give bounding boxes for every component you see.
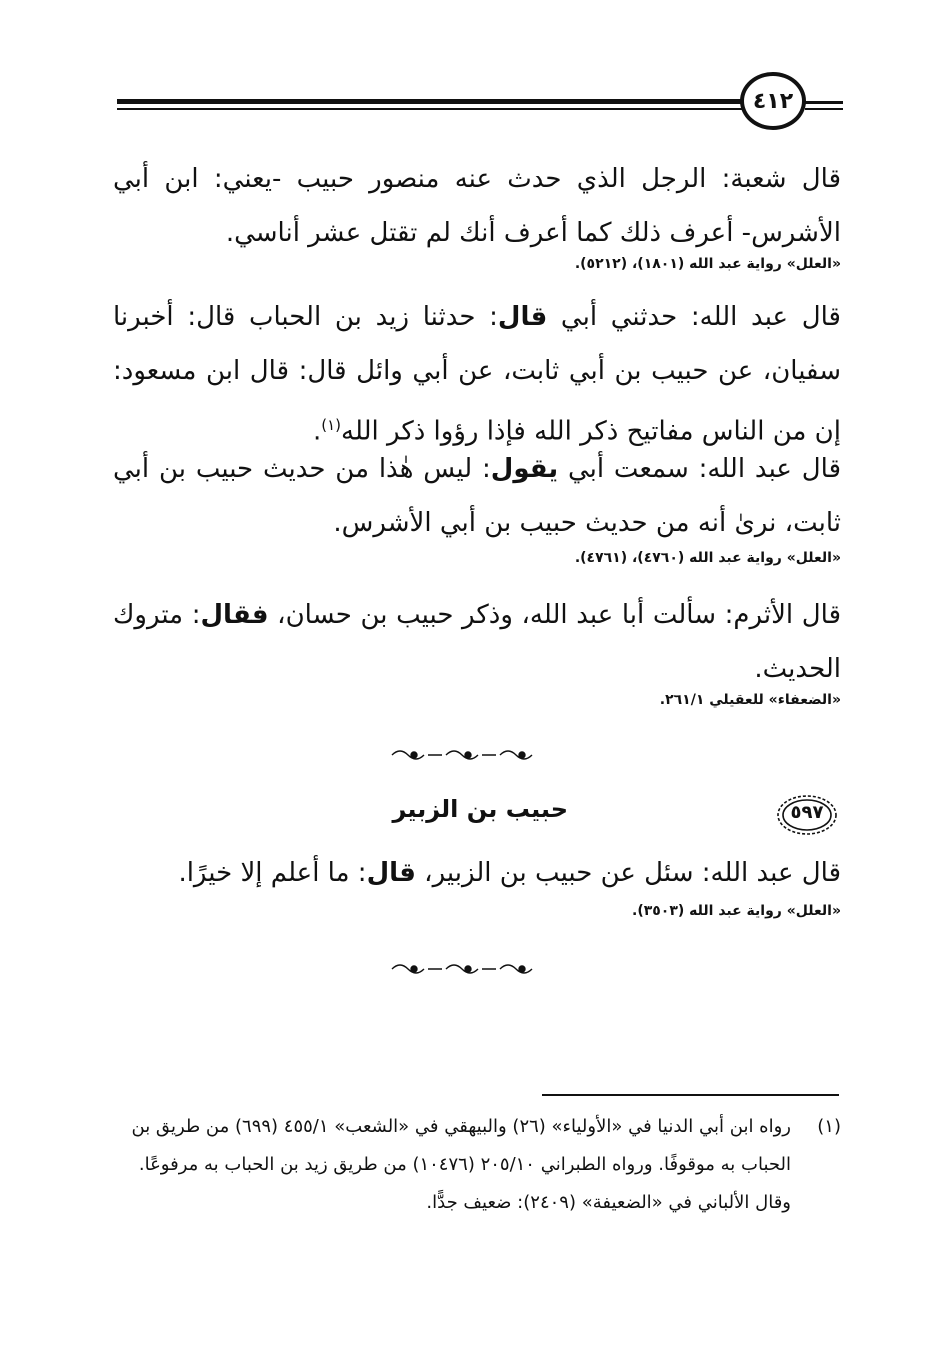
- text-run-bold: قال: [497, 302, 548, 332]
- text-run-bold: فقال: [200, 600, 269, 630]
- text-run: قال عبد الله: حدثني أبي: [547, 302, 841, 332]
- entry-number: ٥٩٧: [790, 802, 824, 823]
- footnote-rule: [542, 1094, 839, 1096]
- page-number-text: ٤١٢: [752, 88, 794, 114]
- text-run: قال الأثرم: سألت أبا عبد الله، وذكر حبيب بن حسان،: [268, 600, 841, 630]
- footnote-marker[interactable]: (١): [321, 416, 342, 434]
- source-citation-4: «العلل» رواية عبد الله (٣٥٠٣).: [632, 903, 841, 919]
- page-number: [740, 72, 806, 130]
- text-run: : ما أعلم إلا خيرًا.: [178, 858, 367, 888]
- text-run: .: [312, 416, 322, 447]
- entry-title: حبيب بن الزبير: [392, 795, 568, 823]
- header-rule-thin: [117, 108, 742, 110]
- paragraph-abdullah-2: [113, 442, 841, 550]
- paragraph-athram: [113, 588, 841, 696]
- text-run-bold: قال: [366, 858, 416, 888]
- text-run: : متروك الحديث.: [113, 600, 841, 684]
- text-run: قال عبد الله: سمعت أبي: [558, 454, 841, 484]
- header-rule-right-thin: [805, 108, 843, 110]
- footnote-text: رواه ابن أبي الدنيا في «الأولياء» (٢٦) والبيهقي في «الشعب» ٤٥٥/١ (٦٩٩) من طريق بن الحباب به موقوفًا. ورواه الطبراني ٢٠٥/١٠ (١٠٤٧٦) من طريق زيد بن الحباب به مرفوعًا.: [131, 1116, 791, 1175]
- footnote-text: وقال الألباني في «الضعيفة» (٢٤٠٩): ضعيف جدًّا.: [426, 1192, 791, 1213]
- footnote: [113, 1108, 841, 1222]
- rosette-icon: [775, 793, 839, 837]
- text-run: قال عبد الله: سئل عن حبيب بن الزبير،: [415, 858, 841, 888]
- footnote-number: (١): [817, 1116, 841, 1137]
- paragraph-entry: [113, 846, 841, 900]
- header-rule: [117, 99, 742, 104]
- source-citation-1: «العلل» رواية عبد الله (١٨٠١)، (٥٢١٢).: [574, 256, 841, 272]
- floral-ornament-icon: [0, 960, 936, 982]
- text-run: : ليس هٰذا من حديث حبيب بن أبي ثابت، نرىٰ أنه من حديث حبيب بن أبي الأشرس.: [113, 454, 841, 538]
- paragraph-abdullah-1: [113, 290, 841, 459]
- source-citation-3: «الضعفاء» للعقيلي ٢٦١/١.: [659, 692, 841, 708]
- paragraph-shuba: قال شعبة: الرجل الذي حدث عنه منصور حبيب -يعني: ابن أبي الأشرس- أعرف ذلك كما أعرف أنك لم تقتل عشر أناسي.: [113, 164, 841, 248]
- text-run-bold: يقول: [490, 454, 559, 484]
- floral-ornament-icon: [0, 746, 936, 768]
- text-run: : حدثنا زيد بن الحباب قال: أخبرنا سفيان، عن حبيب بن أبي ثابت، عن أبي وائل قال: قال ابن مسعود: إن من الناس مفاتيح ذكر الله فإذا رؤوا ذكر الله: [113, 302, 841, 447]
- header-rule-right: [805, 101, 843, 104]
- source-citation-2: «العلل» رواية عبد الله (٤٧٦٠)، (٤٧٦١).: [574, 550, 841, 566]
